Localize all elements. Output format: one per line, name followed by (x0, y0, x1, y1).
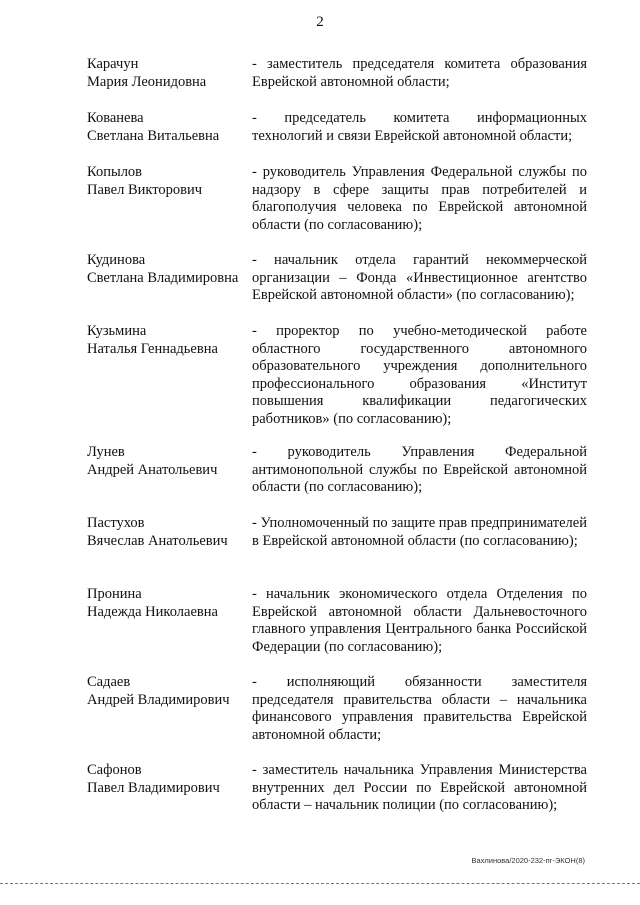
member-role: - начальник экономического отдела Отделения по Еврейской автономной области Дальневосточного главного управления Центрального банка Российской Федерации (по согласованию); (252, 586, 587, 655)
member-entry (87, 674, 587, 762)
page-number: 2 (316, 14, 324, 30)
member-entry (87, 164, 587, 252)
member-role: - проректор по учебно-методической работе областного государственного автономного образовательного учреждения дополнительного профессионального образования «Институт повышения квалификации педагогических работников» (по согласованию); (252, 323, 587, 427)
member-entry (87, 515, 587, 586)
member-given-name: Вячеслав Анатольевич (87, 532, 228, 549)
member-surname: Кузьмина (87, 323, 147, 339)
member-role: - руководитель Управления Федеральной службы по надзору в сфере защиты прав потребителей и благополучия человека по Еврейской автономной области (по согласованию); (252, 164, 587, 233)
member-role: - заместитель начальника Управления Министерства внутренних дел России по Еврейской автономной области – начальник полиции (по согласованию); (252, 762, 587, 813)
bottom-divider (0, 883, 640, 884)
member-given-name: Андрей Владимирович (87, 691, 230, 708)
member-role: - начальник отдела гарантий некоммерческой организации – Фонда «Инвестиционное агентство Еврейской автономной области» (по согласованию); (252, 252, 587, 303)
member-given-name: Павел Викторович (87, 181, 203, 198)
member-name (87, 323, 252, 444)
member-surname: Копылов (87, 164, 143, 180)
member-surname: Пастухов (87, 515, 145, 531)
member-name (87, 444, 252, 515)
member-surname: Кудинова (87, 252, 146, 268)
member-name (87, 515, 252, 586)
member-entry (87, 586, 587, 674)
member-entry (87, 762, 587, 850)
member-role: - Уполномоченный по защите прав предпринимателей в Еврейской автономной области (по согласованию); (252, 515, 587, 549)
member-given-name: Павел Владимирович (87, 779, 220, 796)
member-entry (87, 444, 587, 515)
member-surname: Лунев (87, 444, 125, 460)
member-name (87, 252, 252, 323)
member-given-name: Светлана Владимировна (87, 269, 239, 286)
member-name (87, 110, 252, 164)
member-entry (87, 110, 587, 164)
member-name (87, 674, 252, 762)
member-given-name: Мария Леонидовна (87, 73, 207, 90)
member-entry (87, 56, 587, 110)
member-entry (87, 252, 587, 323)
member-surname: Сафонов (87, 762, 142, 778)
member-given-name: Надежда Николаевна (87, 603, 218, 620)
member-surname: Карачун (87, 56, 139, 72)
member-role: - заместитель председателя комитета образования Еврейской автономной области; (252, 56, 587, 90)
member-given-name: Светлана Витальевна (87, 127, 220, 144)
document-code: Вахлинова/2020-232-пг-ЭКОН(8) (471, 856, 585, 865)
member-entry (87, 323, 587, 444)
member-surname: Кованева (87, 110, 144, 126)
member-given-name: Андрей Анатольевич (87, 461, 218, 478)
member-role: - исполняющий обязанности заместителя председателя правительства области – начальника финансового управления правительства Еврейской автономной области; (252, 674, 587, 743)
member-role: - руководитель Управления Федеральной антимонопольной службы по Еврейской автономной области (по согласованию); (252, 444, 587, 495)
member-given-name: Наталья Геннадьевна (87, 340, 218, 357)
member-surname: Пронина (87, 586, 142, 602)
member-surname: Садаев (87, 674, 131, 690)
member-role: - председатель комитета информационных технологий и связи Еврейской автономной области; (252, 110, 587, 144)
members-list (87, 56, 587, 850)
member-name (87, 164, 252, 252)
member-name (87, 586, 252, 674)
member-name (87, 762, 252, 850)
member-name (87, 56, 252, 110)
